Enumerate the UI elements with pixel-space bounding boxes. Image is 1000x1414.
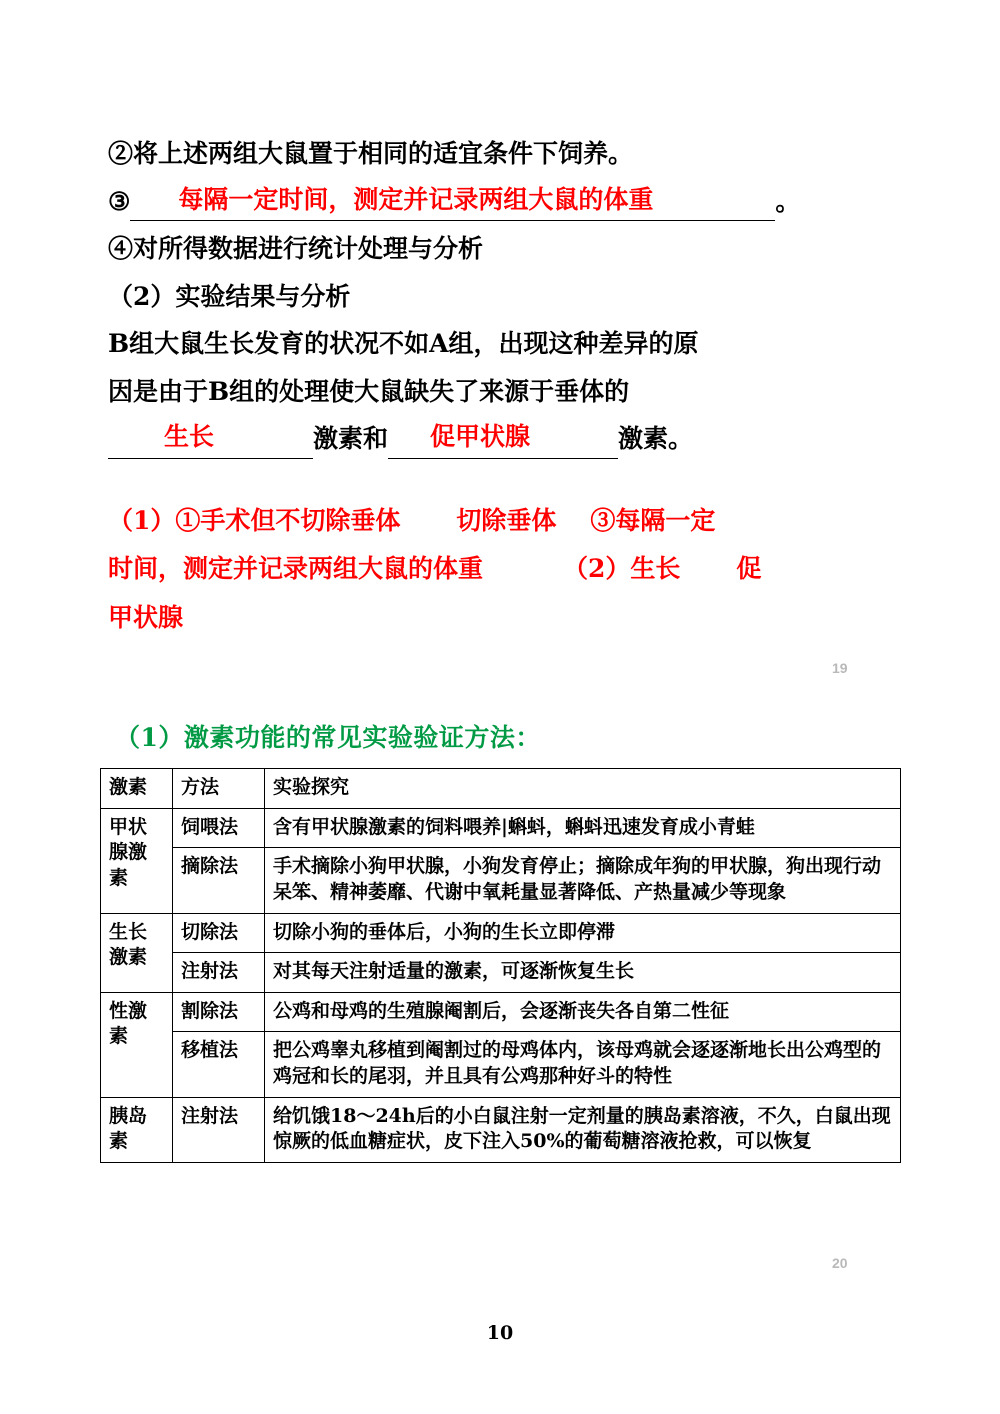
answer-2-c: 促 [736, 554, 762, 584]
cell-method: 移植法 [173, 1032, 265, 1097]
table-row [101, 992, 901, 1032]
question-step-3 [108, 178, 908, 226]
answer-1-a: （1）①手术但不切除垂体 [108, 505, 401, 535]
slide-marker-20: 20 [832, 1255, 848, 1271]
header-study: 实验探究 [265, 769, 901, 809]
cell-study: 含有甲状腺激素的饲料喂养|蝌蚪，蝌蚪迅速发育成小青蛙 [265, 808, 901, 848]
answer-line-3: 甲状腺 [108, 603, 184, 632]
table-row [101, 913, 901, 953]
answer-1-b: 切除垂体 [456, 505, 557, 535]
cell-study: 切除小狗的垂体后，小狗的生长立即停滞 [265, 913, 901, 953]
cell-method: 割除法 [173, 992, 265, 1032]
part-2-title: （2）实验结果与分析 [108, 281, 351, 311]
table-row [101, 1097, 901, 1162]
blank-underline [388, 458, 618, 459]
analysis-line-2: 因是由于B组的处理使大鼠缺失了来源于垂体的 [108, 376, 630, 406]
blank-1[interactable] [108, 415, 313, 463]
cell-method: 注射法 [173, 953, 265, 993]
section-heading: （1）激素功能的常见实验验证方法： [115, 723, 541, 752]
page-number: 10 [486, 1322, 514, 1344]
cell-hormone-growth: 生长激素 [101, 913, 173, 992]
answer-line-2 [108, 545, 908, 594]
between-blanks-text: 激素和 [313, 424, 389, 453]
cell-study: 公鸡和母鸡的生殖腺阉割后，会逐渐丧失各自第二性征 [265, 992, 901, 1032]
cell-study: 给饥饿18～24h后的小白鼠注射一定剂量的胰岛素溶液，不久，白鼠出现惊厥的低血糖症状，皮下注入50%的葡萄糖溶液抢救，可以恢复 [265, 1097, 901, 1162]
blank-2-answer: 促甲状腺 [430, 422, 531, 451]
blank-underline [108, 458, 313, 459]
answer-block [108, 497, 908, 643]
header-hormone: 激素 [101, 769, 173, 809]
table-row [101, 808, 901, 848]
cell-method: 切除法 [173, 913, 265, 953]
blank-2[interactable] [388, 415, 618, 463]
cell-study: 手术摘除小狗甲状腺，小狗发育停止；摘除成年狗的甲状腺，狗出现行动呆笨、精神萎靡、代谢中氧耗量显著降低、产热量减少等现象 [265, 848, 901, 913]
cell-hormone-sex: 性激素 [101, 992, 173, 1097]
slide-marker-19: 19 [832, 660, 848, 676]
step-3-answer: 每隔一定时间，测定并记录两组大鼠的体重 [178, 184, 654, 214]
answer-2-b: （2）生长 [563, 554, 681, 584]
question-step-2: ②将上述两组大鼠置于相同的适宜条件下饲养。 [108, 139, 634, 168]
step-3-period: 。 [775, 186, 801, 216]
cell-method: 摘除法 [173, 848, 265, 913]
cell-study: 把公鸡睾丸移植到阉割过的母鸡体内，该母鸡就会逐逐渐地长出公鸡型的鸡冠和长的尾羽，并且具有公鸡那种好斗的特性 [265, 1032, 901, 1097]
after-blank-2-text: 激素。 [618, 424, 694, 453]
analysis-line-1: B组大鼠生长发育的状况不如A组，出现这种差异的原 [108, 329, 699, 358]
header-method: 方法 [173, 769, 265, 809]
hormone-methods-table [100, 768, 901, 1163]
table-row [101, 1032, 901, 1097]
answer-1-c: ③每隔一定 [590, 505, 716, 535]
answer-2-a: 时间，测定并记录两组大鼠的体重 [108, 554, 484, 584]
step-3-number: ③ [108, 186, 131, 216]
cell-method: 饲喂法 [173, 808, 265, 848]
cell-study: 对其每天注射适量的激素，可逐渐恢复生长 [265, 953, 901, 993]
question-section [108, 130, 908, 643]
step-3-blank[interactable] [130, 178, 775, 226]
cell-hormone-thyroid: 甲状腺激素 [101, 808, 173, 913]
question-step-4: ④对所得数据进行统计处理与分析 [108, 234, 484, 263]
cell-method: 注射法 [173, 1097, 265, 1162]
table-row [101, 848, 901, 913]
cell-hormone-insulin: 胰岛素 [101, 1097, 173, 1162]
blank-underline [130, 220, 775, 221]
analysis-blanks-line [108, 415, 908, 463]
answer-line-1 [108, 497, 908, 546]
table-row [101, 953, 901, 993]
blank-1-answer: 生长 [164, 422, 215, 451]
table-header-row [101, 769, 901, 809]
